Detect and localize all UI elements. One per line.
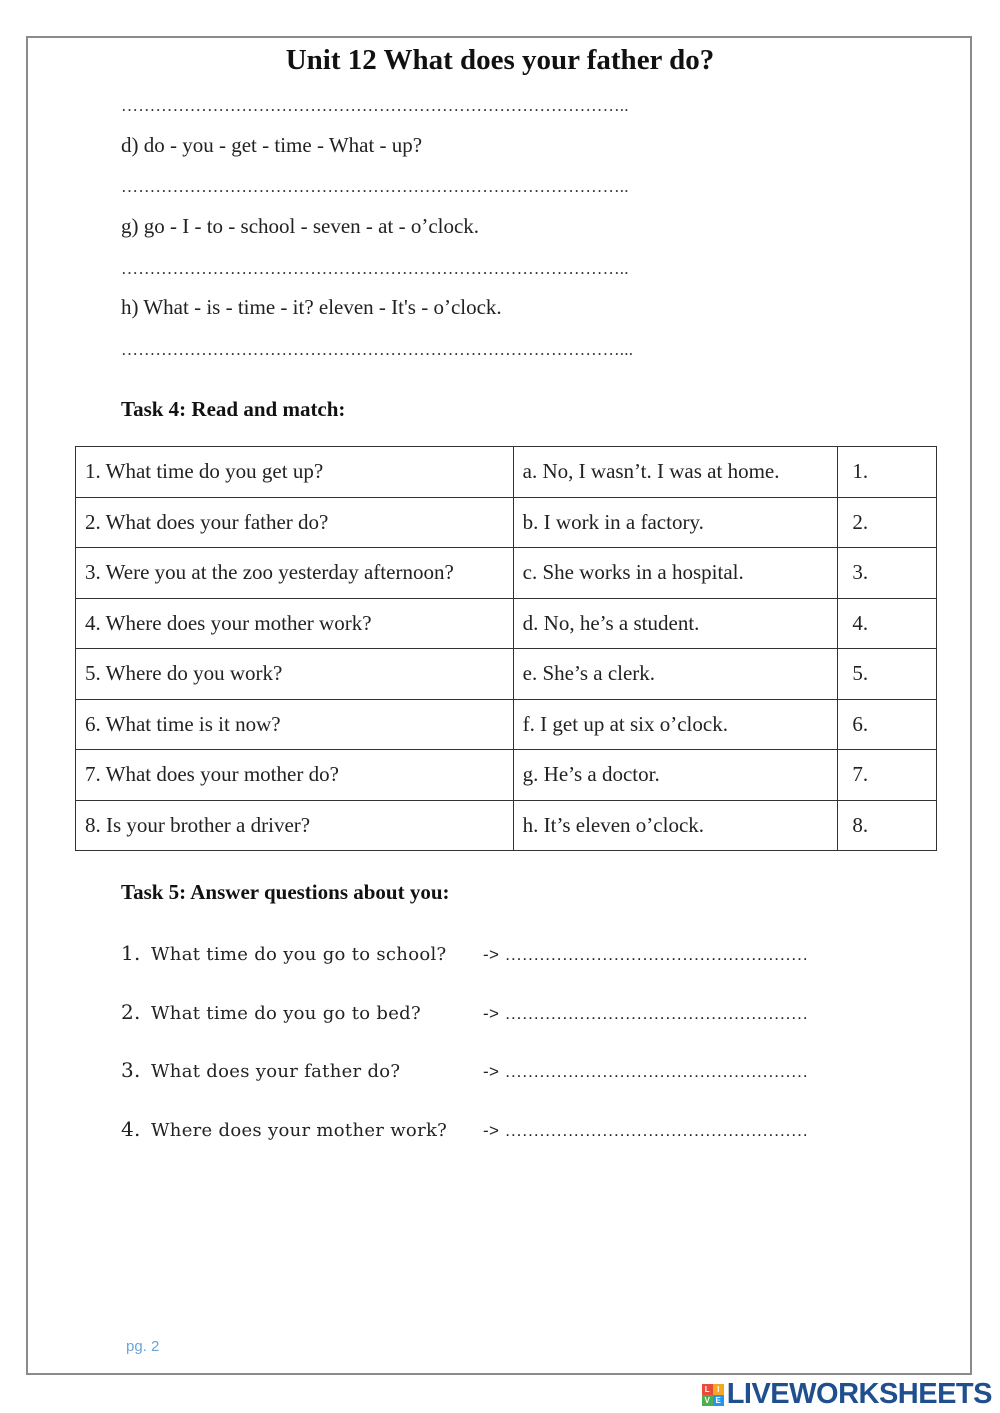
exercise-prompt-d: d) do - you - get - time - What - up? <box>121 133 423 157</box>
question-text: What does your father do? <box>151 1061 401 1082</box>
match-input[interactable]: 3. <box>838 548 937 599</box>
match-question: 3. Were you at the zoo yesterday afternoon? <box>76 548 514 599</box>
answer-question-4 <box>121 1117 809 1141</box>
answer-blank[interactable]: ..................................................... <box>505 1121 809 1140</box>
match-input[interactable]: 5. <box>838 649 937 700</box>
answer-question-2 <box>121 1000 809 1024</box>
exercise-prompt-g: g) go - I - to - school - seven - at - o’clock. <box>121 214 480 238</box>
match-question: 2. What does your father do? <box>76 497 514 548</box>
logo-letter: L <box>702 1384 713 1395</box>
match-question: 1. What time do you get up? <box>76 447 514 498</box>
match-table <box>75 446 937 851</box>
match-input[interactable]: 1. <box>838 447 937 498</box>
question-text: What time do you go to bed? <box>151 1003 421 1024</box>
table-row <box>76 548 937 599</box>
answer-line-top[interactable]: …………………………………………………………………………….. <box>121 96 629 115</box>
task4-heading: Task 4: Read and match: <box>121 397 346 421</box>
match-answer: g. He’s a doctor. <box>513 750 838 801</box>
answer-line-g[interactable]: …………………………………………………………………………….. <box>121 259 629 278</box>
table-row <box>76 497 937 548</box>
answer-question-1 <box>121 941 809 965</box>
logo-letter: E <box>713 1395 724 1406</box>
match-answer: d. No, he’s a student. <box>513 598 838 649</box>
table-row <box>76 447 937 498</box>
answer-line-h[interactable]: ……………………………………………………………………………... <box>121 340 634 359</box>
table-row <box>76 699 937 750</box>
question-text: What time do you go to school? <box>151 944 447 965</box>
match-answer: a. No, I wasn’t. I was at home. <box>513 447 838 498</box>
page-title: Unit 12 What does your father do? <box>285 44 715 76</box>
match-answer: e. She’s a clerk. <box>513 649 838 700</box>
task5-heading: Task 5: Answer questions about you: <box>121 880 450 904</box>
liveworksheets-logo-icon <box>702 1384 724 1406</box>
question-number: 4. <box>121 1117 141 1141</box>
match-input[interactable]: 4. <box>838 598 937 649</box>
match-question: 8. Is your brother a driver? <box>76 800 514 851</box>
arrow-icon: -> <box>483 945 500 964</box>
table-row <box>76 649 937 700</box>
match-question: 7. What does your mother do? <box>76 750 514 801</box>
table-row <box>76 598 937 649</box>
match-input[interactable]: 8. <box>838 800 937 851</box>
match-input[interactable]: 6. <box>838 699 937 750</box>
logo-letter: I <box>713 1384 724 1395</box>
brand-name: LIVEWORKSHEETS <box>726 1378 992 1410</box>
match-question: 6. What time is it now? <box>76 699 514 750</box>
arrow-icon: -> <box>483 1004 500 1023</box>
answer-blank[interactable]: ..................................................... <box>505 945 809 964</box>
match-input[interactable]: 2. <box>838 497 937 548</box>
answer-blank[interactable]: ..................................................... <box>505 1062 809 1081</box>
question-number: 3. <box>121 1058 141 1082</box>
match-answer: h. It’s eleven o’clock. <box>513 800 838 851</box>
page-number: pg. 2 <box>126 1338 160 1355</box>
match-question: 4. Where does your mother work? <box>76 598 514 649</box>
question-number: 2. <box>121 1000 141 1024</box>
question-text: Where does your mother work? <box>151 1120 448 1141</box>
exercise-prompt-h: h) What - is - time - it? eleven - It's - o’clock. <box>121 295 502 319</box>
liveworksheets-brand[interactable] <box>702 1378 992 1411</box>
answer-line-d[interactable]: …………………………………………………………………………….. <box>121 177 629 196</box>
match-answer: f. I get up at six o’clock. <box>513 699 838 750</box>
table-row <box>76 750 937 801</box>
arrow-icon: -> <box>483 1062 500 1081</box>
question-number: 1. <box>121 941 141 965</box>
logo-letter: V <box>702 1395 713 1406</box>
answer-question-3 <box>121 1058 809 1082</box>
match-input[interactable]: 7. <box>838 750 937 801</box>
match-answer: c. She works in a hospital. <box>513 548 838 599</box>
arrow-icon: -> <box>483 1121 500 1140</box>
answer-blank[interactable]: ..................................................... <box>505 1004 809 1023</box>
match-question: 5. Where do you work? <box>76 649 514 700</box>
table-row <box>76 800 937 851</box>
match-answer: b. I work in a factory. <box>513 497 838 548</box>
